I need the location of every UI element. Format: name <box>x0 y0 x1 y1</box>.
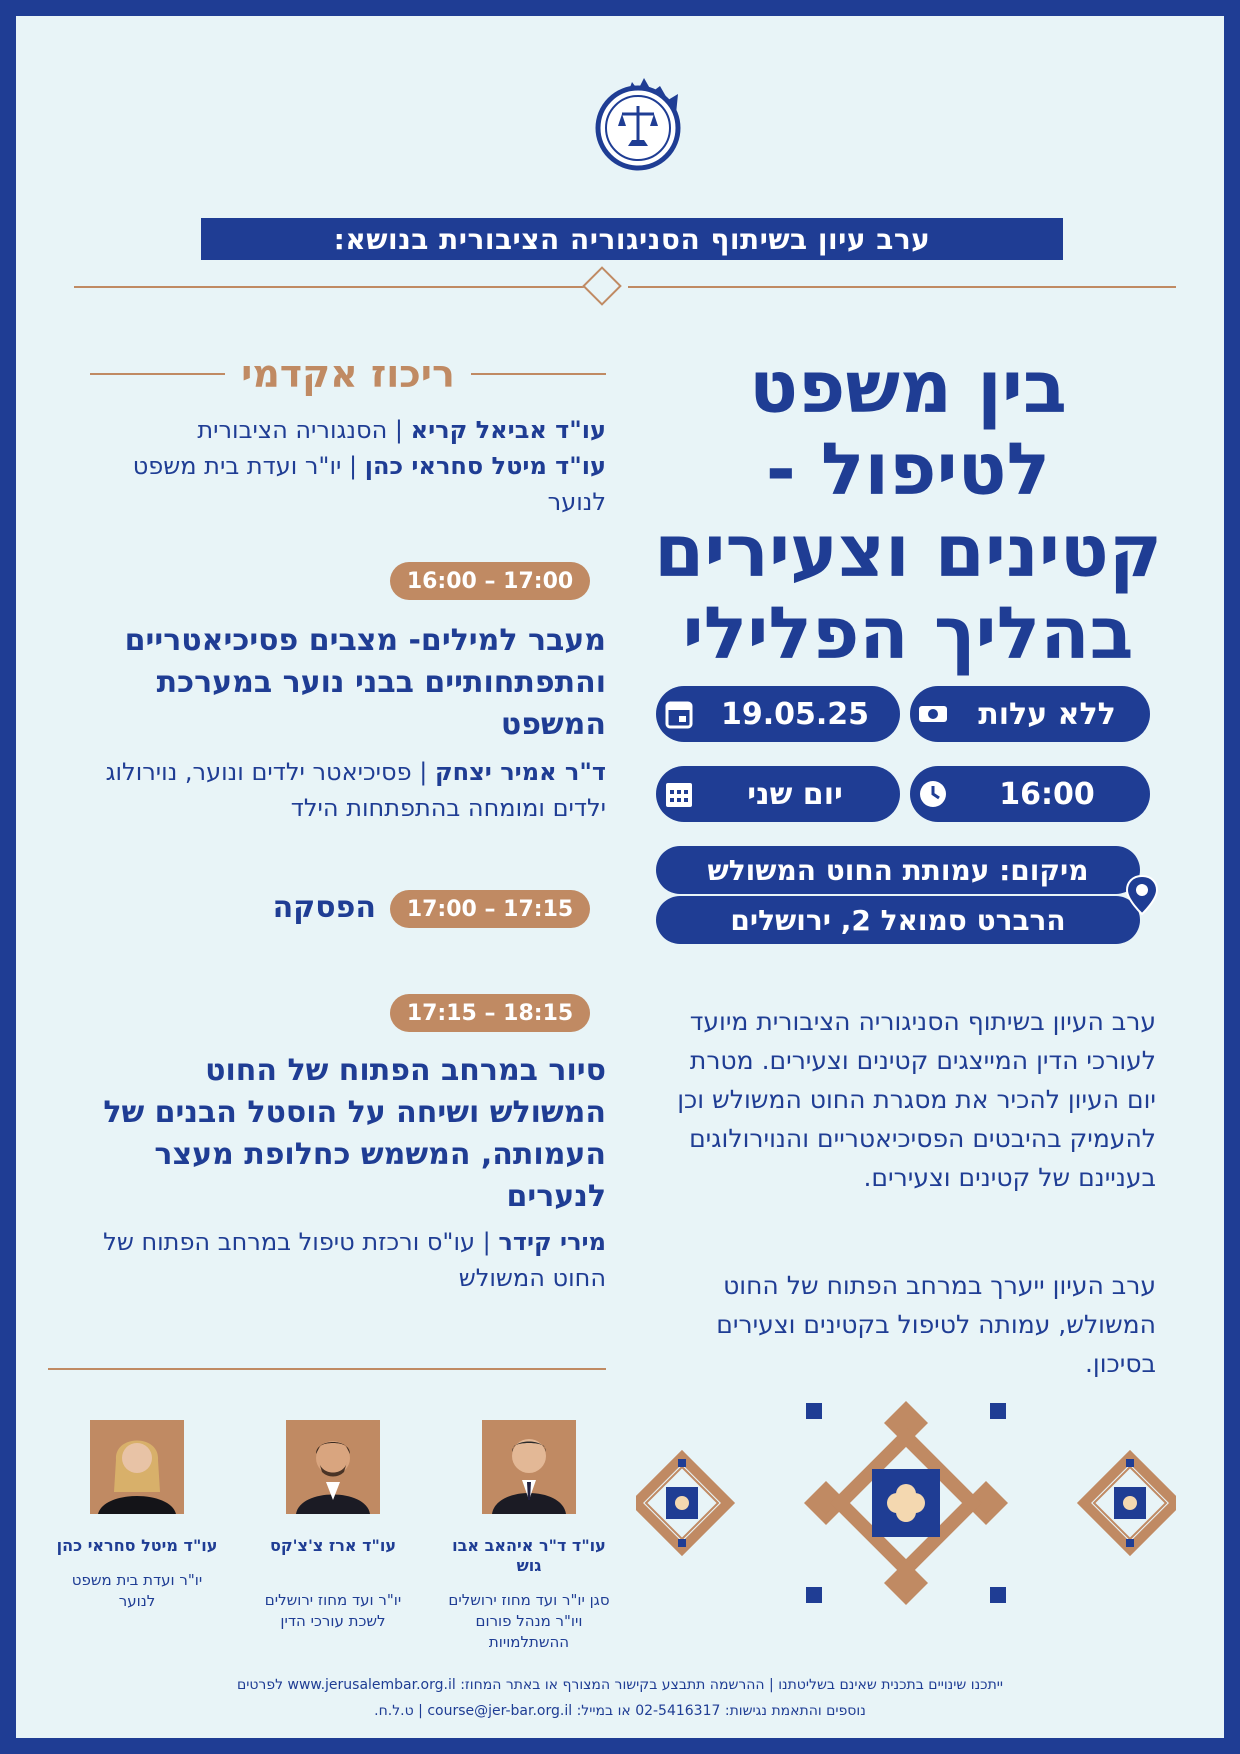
coordinator-2 <box>106 448 606 520</box>
academic-heading <box>90 352 606 396</box>
speaker-name: ד"ר אמיר יצחק <box>434 758 606 786</box>
cost-text: ללא עלות <box>978 696 1116 732</box>
ticket-icon <box>916 697 950 731</box>
title-line: קטינים וצעירים <box>654 509 1162 593</box>
speaker-photo <box>90 1420 184 1514</box>
speaker-card <box>248 1420 418 1632</box>
break-label: הפסקה <box>272 890 376 925</box>
coordinator-1 <box>106 412 606 448</box>
speaker-card-name: עו"ד ארז צ'צ'קס <box>269 1536 397 1555</box>
time-text: 16:00 <box>999 776 1095 812</box>
speaker-card-role: סגן יו"ר ועד מחוז ירושלים ויו"ר מנהל פורום ההשתלמויות <box>448 1591 610 1651</box>
footer-line: ייתכנו שינויים בתכנית שאינם בשליטתנו | ההרשמה תתבצע בקישור המצורף או באתר המחוז: www.jerusalembar.org.il לפרטים <box>236 1677 1004 1693</box>
heading-line-left <box>90 373 225 375</box>
heading-line-right <box>471 373 606 375</box>
coordinator-name: עו"ד מיטל סחראי כהן <box>364 452 606 480</box>
session-speaker <box>92 754 606 826</box>
speaker-card-role: יו"ר ועד מחוז ירושלים לשכת עורכי הדין <box>264 1591 402 1630</box>
session-speaker <box>92 1224 606 1296</box>
speaker-card <box>52 1420 222 1612</box>
description-paragraph-1: ערב העיון בשיתוף הסניגוריה הציבורית מיועד לעורכי הדין המייצגים קטינים וצעירים. מטרת יום העיון להכיר את מסגרת החוט המשולש וכן להעמיק בהיבטים הפסיכיאטריים והנוירולוגים בעניינם של קטינים וצעירים. <box>677 1007 1156 1192</box>
location-pin-icon <box>1124 874 1160 916</box>
cost-pill <box>910 686 1150 742</box>
speaker-name: מירי קידר <box>498 1228 606 1256</box>
day-pill <box>656 766 900 822</box>
date-pill <box>656 686 900 742</box>
decorative-ornament <box>636 1398 1176 1608</box>
title-line: בין משפט <box>749 345 1067 429</box>
academic-coordinators <box>106 412 606 520</box>
footer-line: נוספים והתאמת נגישות: 02-5416317 או במייל: course@jer-bar.org.il | ט.ל.ח. <box>374 1703 866 1719</box>
session-time-badge: 17:00 – 17:15 <box>390 890 590 928</box>
location-line2: הרברט סמואל 2, ירושלים <box>656 896 1140 944</box>
title-line: לטיפול - <box>765 427 1051 511</box>
speaker-card-role: יו"ר ועדת בית משפט לנוער <box>71 1571 203 1610</box>
speaker-card-name: עו"ד ד"ר איהאב אבו גוש <box>452 1536 606 1575</box>
speaker-photo <box>286 1420 380 1514</box>
speaker-card-name: עו"ד מיטל סחראי כהן <box>56 1536 218 1555</box>
clock-icon <box>916 777 950 811</box>
coordinator-name: עו"ד אביאל קריא <box>410 416 606 444</box>
main-title <box>628 346 1188 674</box>
time-pill <box>910 766 1150 822</box>
bar-association-logo <box>582 64 694 176</box>
session-title: מעבר למילים- מצבים פסיכיאטריים והתפתחותיים בבני נוער במערכת המשפט <box>124 623 606 742</box>
event-subject-banner: ערב עיון בשיתוף הסניגוריה הציבורית בנושא: <box>201 218 1063 260</box>
day-text: יום שני <box>747 776 843 812</box>
academic-heading-text: ריכוז אקדמי <box>241 352 455 396</box>
divider-diamond <box>582 266 622 306</box>
calendar-grid-icon <box>662 777 696 811</box>
calendar-icon <box>662 697 696 731</box>
speaker-photo <box>482 1420 576 1514</box>
session-time-badge: 17:15 – 18:15 <box>390 994 590 1032</box>
speaker-card <box>444 1420 614 1653</box>
divider-line-left <box>74 286 584 288</box>
session-time-badge: 16:00 – 17:00 <box>390 562 590 600</box>
poster-sheet <box>16 16 1224 1738</box>
date-text: 19.05.25 <box>720 696 870 732</box>
coordinator-role: | יו"ר ועדת בית משפט לנוער <box>132 452 606 516</box>
session-title: סיור במרחב הפתוח של החוט המשולש ושיחה על הוסטל הבנים של העמותה, המשמש כחלופת מעצר לנערים <box>103 1053 606 1214</box>
speakers-divider <box>48 1368 606 1370</box>
speaker-role: | עו"ס ורכזת טיפול במרחב הפתוח של החוט המשולש <box>103 1228 606 1292</box>
coordinator-role: | הסנגוריה הציבורית <box>197 416 403 444</box>
description-paragraph-2: ערב העיון ייערך במרחב הפתוח של החוט המשולש, עמותה לטיפול בקטינים וצעירים בסיכון. <box>716 1271 1156 1378</box>
speaker-role: | פסיכיאטר ילדים ונוער, נוירולוג ילדים ומומחה בהתפתחות הילד <box>105 758 606 822</box>
footer <box>76 1672 1164 1724</box>
divider-line-right <box>628 286 1176 288</box>
title-line: בהליך הפלילי <box>682 591 1134 675</box>
location-line1: מיקום: עמותת החוט המשולש <box>656 846 1140 894</box>
